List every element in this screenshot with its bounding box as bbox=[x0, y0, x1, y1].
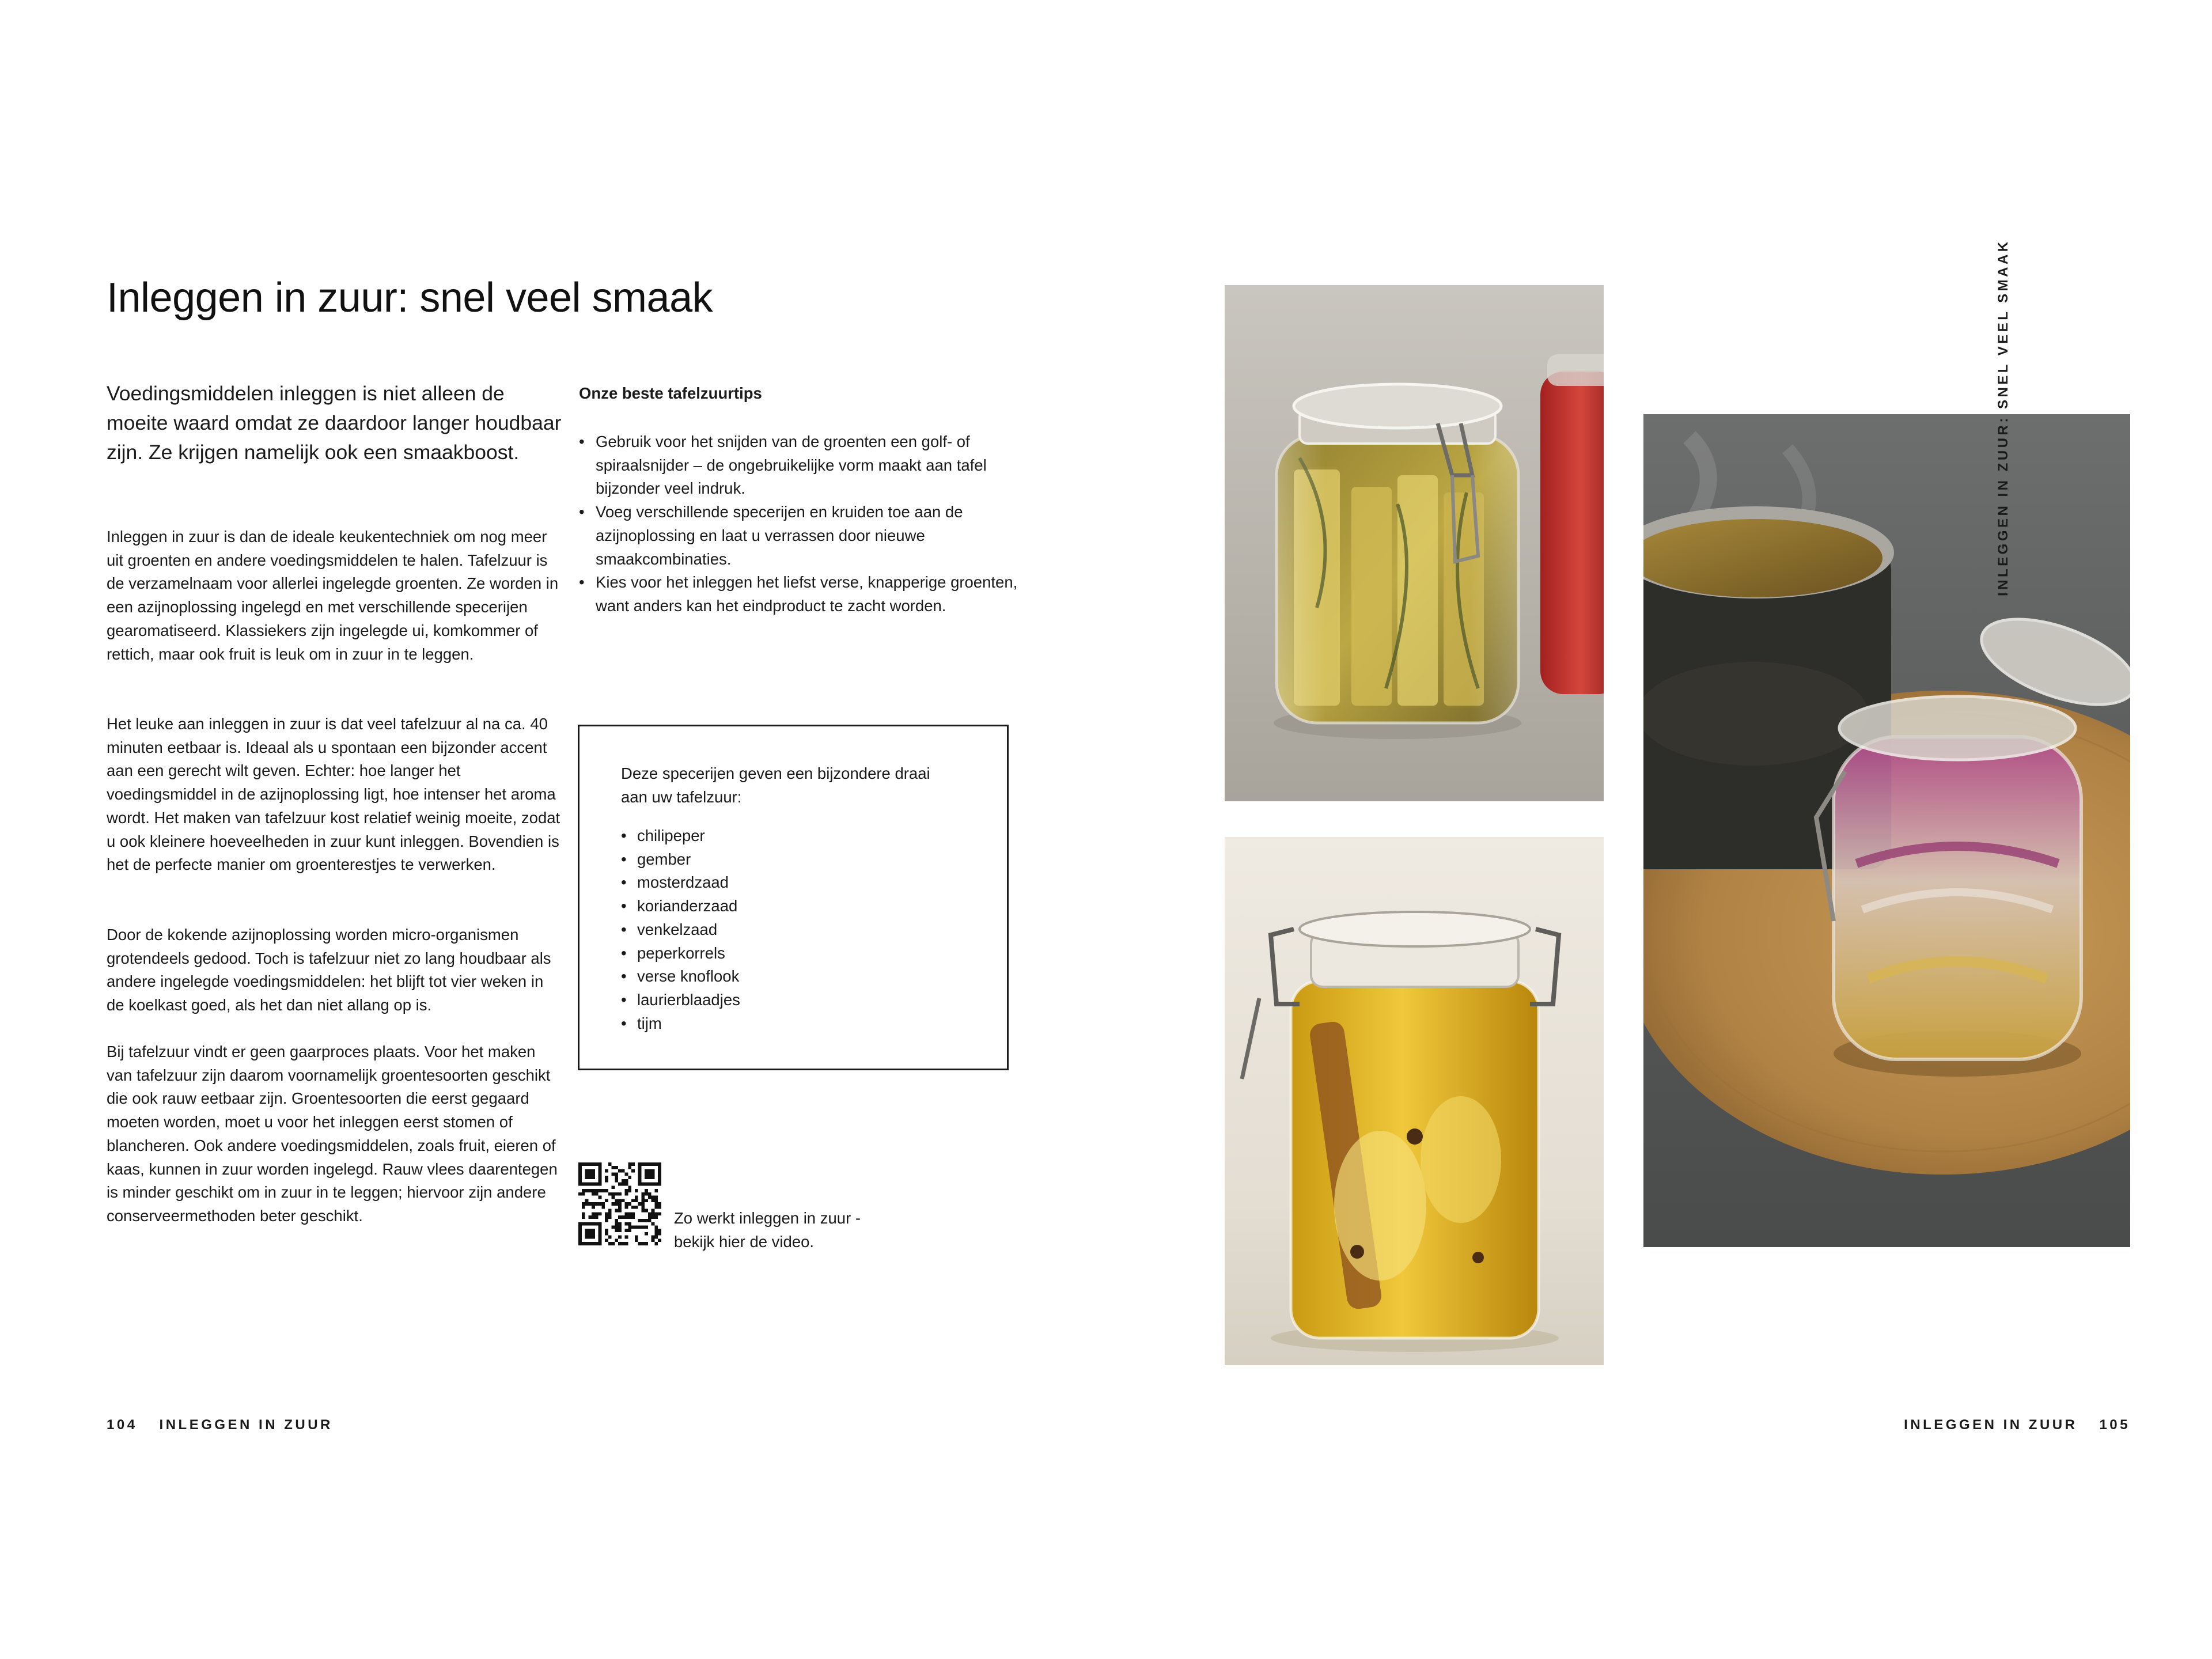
spice-item: • chilipeper bbox=[621, 824, 740, 848]
body-paragraph-4: Bij tafelzuur vindt er geen gaarproces plaats. Voor het maken van tafelzuur zijn daarom voornamelijk groentesoorten geschikt die ook rauw eetbaar zijn. Groentesoorten die eerst gegaard moeten worden, moet u voor het inleggen eerst stomen of blancheren. Ook andere voedingsmiddelen, zoals fruit, eieren of kaas, kunnen in zuur worden ingelegd. Rauw vlees daarentegen is minder geschikt om in zuur in te leggen; hiervoor zijn andere conserveermethoden beter geschikt. bbox=[107, 1043, 558, 1225]
photo-pickle-jars bbox=[1225, 285, 1604, 801]
qr-caption[interactable] bbox=[674, 1207, 904, 1253]
photo-pickle-jar-yellow bbox=[1225, 837, 1604, 1365]
intro-paragraph: Voedingsmiddelen inleggen is niet alleen de moeite waard omdat ze daardoor langer houdbaar zijn. Ze krijgen namelijk ook een smaakboost. bbox=[107, 382, 562, 464]
body-paragraph-3: Door de kokende azijnoplossing worden micro-organismen grotendeels gedood. Toch is tafelzuur niet zo lang houdbaar als andere ingelegde voedingsmiddelen: het blijft tot vier weken in de koelkast goed, als het dan niet allang op is. bbox=[107, 926, 551, 1014]
tip-item: • Gebruik voor het snijden van de groenten een golf- of spiraalsnijder – de ongebruikelijke vorm maakt aan tafel bijzonder veel indruk. bbox=[579, 430, 1028, 501]
qr-caption-line: Zo werkt inleggen in zuur - bbox=[674, 1209, 861, 1227]
qr-code-icon[interactable] bbox=[578, 1162, 661, 1245]
body-paragraph-2: Het leuke aan inleggen in zuur is dat veel tafelzuur al na ca. 40 minuten eetbaar is. Ideaal als u spontaan een bijzonder accent aan een gerecht wilt geven. Echter: hoe langer het voedingsmiddel in de azijnoplossing ligt, hoe intenser het aroma wordt. Het maken van tafelzuur kost relatief weinig moeite, zodat u ook kleinere hoeveelheden in zuur kunt inleggen. Bovendien is het de perfecte manier om groenterestjes te verwerken. bbox=[107, 715, 560, 874]
spice-item: • tijm bbox=[621, 1012, 740, 1036]
spice-box bbox=[578, 725, 1009, 1070]
spice-list bbox=[621, 824, 740, 1035]
tips-heading: Onze beste tafelzuurtips bbox=[579, 384, 762, 402]
spice-item: • laurierblaadjes bbox=[621, 988, 740, 1012]
spice-item: • mosterdzaad bbox=[621, 871, 740, 895]
spice-item: • peperkorrels bbox=[621, 942, 740, 965]
spice-item: • venkelzaad bbox=[621, 918, 740, 942]
folio-right bbox=[1904, 1417, 2130, 1433]
spice-box-intro: Deze specerijen geven een bijzondere draai aan uw tafelzuur: bbox=[621, 764, 930, 806]
running-head-text: INLEGGEN IN ZUUR: SNEL VEEL SMAAK bbox=[1995, 239, 2012, 596]
qr-caption-line: bekijk hier de video. bbox=[674, 1232, 815, 1251]
spice-item: • gember bbox=[621, 848, 740, 872]
spice-item: • verse knoflook bbox=[621, 965, 740, 988]
tip-item: • Kies voor het inleggen het liefst verse, knapperige groenten, want anders kan het eindproduct te zacht worden. bbox=[579, 571, 1028, 618]
page-number: 104 bbox=[107, 1417, 138, 1433]
tips-list bbox=[579, 430, 1028, 618]
spice-item: • korianderzaad bbox=[621, 895, 740, 918]
folio-left bbox=[107, 1417, 333, 1433]
page-number: 105 bbox=[2099, 1417, 2130, 1433]
side-running-head bbox=[1995, 239, 2191, 596]
body-paragraph-1: Inleggen in zuur is dan de ideale keukentechniek om nog meer uit groenten en andere voedingsmiddelen te halen. Tafelzuur is de verzamelnaam voor allerlei ingelegde groenten. Ze worden in een azijnoplossing ingelegd en met verschillende specerijen gearomatiseerd. Klassiekers zijn ingelegde ui, komkommer of rettich, maar ook fruit is leuk om in zuur in te leggen. bbox=[107, 528, 559, 663]
tip-item: • Voeg verschillende specerijen en kruiden toe aan de azijnoplossing en laat u verrassen door nieuwe smaakcombinaties. bbox=[579, 501, 1028, 571]
folio-label: INLEGGEN IN ZUUR bbox=[159, 1417, 333, 1433]
photo-pot-and-jar bbox=[1643, 414, 2130, 1247]
folio-label: INLEGGEN IN ZUUR bbox=[1904, 1417, 2078, 1433]
page-title: Inleggen in zuur: snel veel smaak bbox=[107, 275, 713, 321]
